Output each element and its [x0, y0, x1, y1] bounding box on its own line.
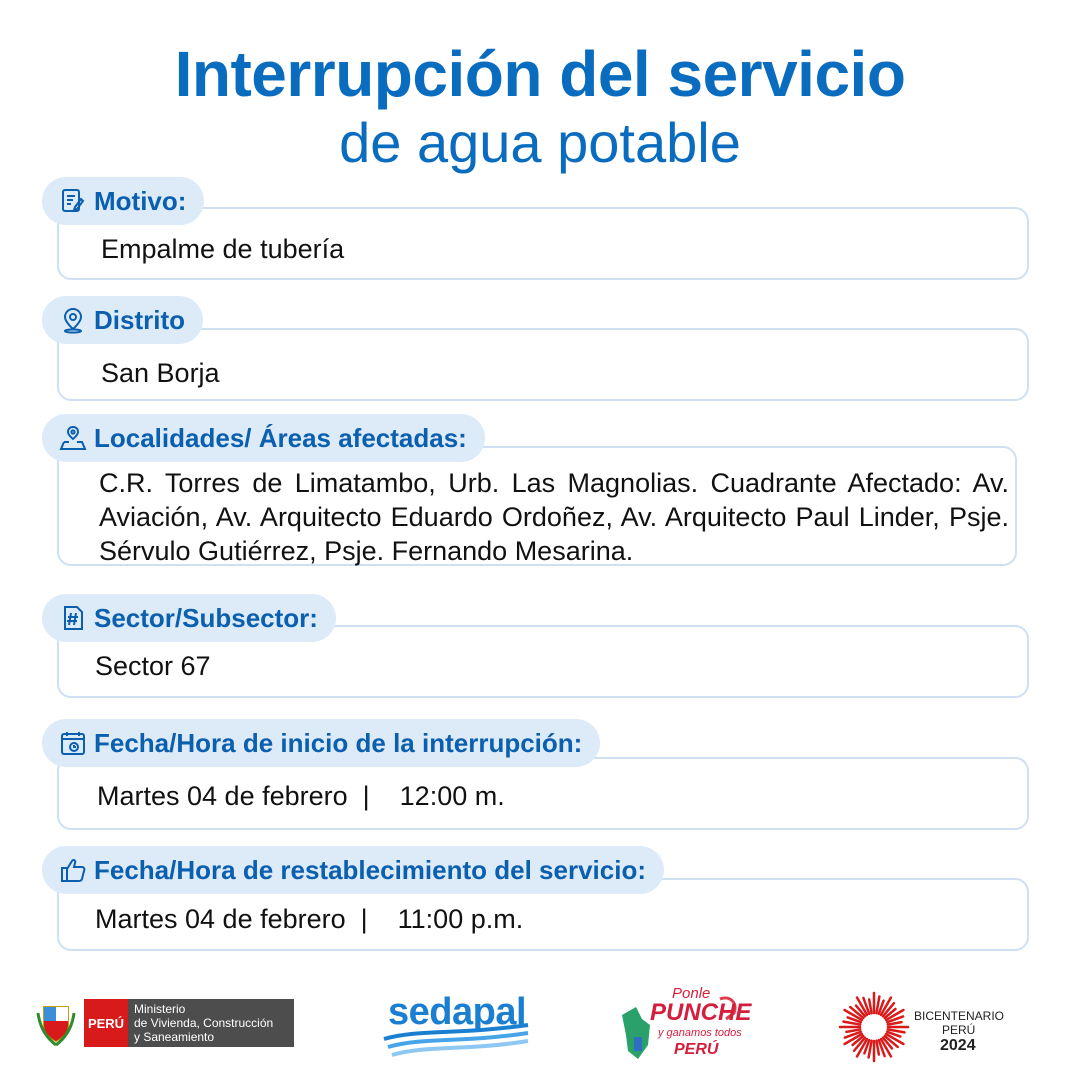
thumbs-up-icon [58, 855, 88, 885]
peru-label: PERÚ [84, 999, 128, 1047]
localidades-card [57, 446, 1017, 566]
localidades-label: Localidades/ Áreas afectadas: [94, 422, 467, 453]
sector-value: Sector 67 [95, 651, 211, 681]
distrito-label-pill [42, 296, 203, 344]
page-title: Interrupción del servicio [174, 38, 906, 110]
distrito-label: Distrito [94, 304, 185, 335]
bicentenario-line-1: BICENTENARIO [914, 1009, 1005, 1023]
sedapal-waves-icon [378, 991, 538, 1061]
motivo-value: Empalme de tubería [101, 234, 345, 264]
punche-line-1: Ponle [672, 985, 711, 1002]
punche-line-2: PUNCHE [650, 999, 752, 1026]
bicentenario-line-2: PERÚ [942, 1023, 976, 1037]
hash-icon [58, 603, 88, 633]
punche-line-3: y ganamos todos [658, 1027, 742, 1039]
ministerio-line-3: y Saneamiento [134, 1030, 215, 1044]
clipboard-edit-icon [58, 186, 88, 216]
ministerio-line-1: Ministerio [134, 1002, 186, 1016]
motivo-label-pill [42, 177, 204, 225]
bicentenario-line-3: 2024 [940, 1037, 976, 1054]
map-location-icon [58, 423, 88, 453]
localidades-label-pill [42, 414, 485, 462]
distrito-card [57, 328, 1029, 401]
inicio-label-pill [42, 719, 600, 767]
sedapal-logo [378, 991, 538, 1061]
distrito-value: San Borja [101, 358, 220, 388]
sedapal-wordmark: sedapal [388, 991, 527, 1033]
sector-label-pill [42, 594, 336, 642]
inicio-card [57, 757, 1029, 830]
calendar-clock-icon [58, 728, 88, 758]
map-pin-icon [58, 305, 88, 335]
bicentenario-burst-icon [836, 989, 912, 1065]
footer-logos [0, 985, 1080, 1065]
ponle-punche-logo [612, 985, 752, 1067]
peru-coat-of-arms-icon [36, 999, 76, 1047]
page-subtitle: de agua potable [339, 111, 741, 174]
inicio-label: Fecha/Hora de inicio de la interrupción: [94, 727, 583, 758]
restablecimiento-label: Fecha/Hora de restablecimiento del servicio: [94, 854, 646, 885]
localidades-value: C.R. Torres de Limatambo, Urb. Las Magnolias. Cuadrante Afectado: Av. Aviación, Av. Arquitecto Eduardo Ordoñez, Av. Arquitecto Paul Linder, Psje. Sérvulo Gutiérrez, Psje. Fernando Mesarina. [99, 468, 1009, 566]
gobierno-peru-logo [36, 999, 294, 1047]
restablecimiento-label-pill [42, 846, 664, 894]
ministerio-line-2: de Vivienda, Construcción [134, 1016, 274, 1030]
bicentenario-logo [836, 989, 1036, 1065]
sector-label: Sector/Subsector: [94, 602, 318, 633]
inicio-value: Martes 04 de febrero | 12:00 m. [97, 781, 505, 811]
header [0, 36, 1080, 174]
motivo-card [57, 207, 1029, 280]
ministerio-label [128, 999, 294, 1047]
restablecimiento-value: Martes 04 de febrero | 11:00 p.m. [95, 904, 524, 934]
punche-line-4: PERÚ [674, 1041, 719, 1058]
motivo-label: Motivo: [94, 185, 187, 216]
